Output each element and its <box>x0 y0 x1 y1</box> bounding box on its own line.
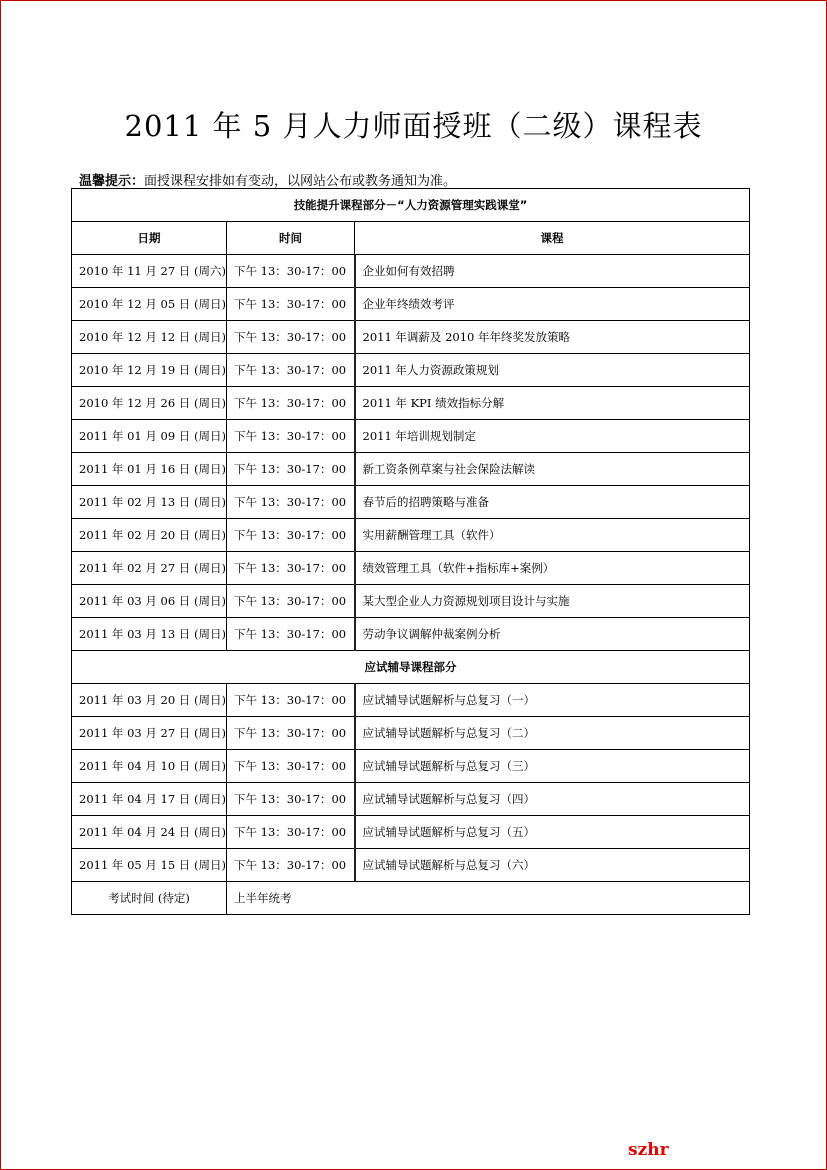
date-cell: 2011 年 05 月 15 日 (周日) <box>72 849 227 882</box>
header-course: 课程 <box>355 222 750 255</box>
date-cell: 2011 年 01 月 09 日 (周日) <box>72 420 227 453</box>
date-cell: 2010 年 11 月 27 日 (周六) <box>72 255 227 288</box>
date-cell: 2011 年 02 月 13 日 (周日) <box>72 486 227 519</box>
table-row <box>72 783 750 816</box>
date-cell: 2011 年 04 月 17 日 (周日) <box>72 783 227 816</box>
date-cell: 2010 年 12 月 05 日 (周日) <box>72 288 227 321</box>
date-cell: 2011 年 03 月 27 日 (周日) <box>72 717 227 750</box>
notice <box>79 170 456 189</box>
exam-row <box>72 882 750 915</box>
time-cell: 下午 13：30-17：00 <box>227 486 355 519</box>
time-cell: 下午 13：30-17：00 <box>227 321 355 354</box>
table-row <box>72 750 750 783</box>
header-date: 日期 <box>72 222 227 255</box>
date-cell: 2011 年 03 月 20 日 (周日) <box>72 684 227 717</box>
course-cell: 应试辅导试题解析与总复习（一） <box>355 684 750 717</box>
notice-text: 面授课程安排如有变动，以网站公布或教务通知为准。 <box>144 174 457 189</box>
date-cell: 2011 年 03 月 13 日 (周日) <box>72 618 227 651</box>
time-cell: 下午 13：30-17：00 <box>227 618 355 651</box>
time-cell: 下午 13：30-17：00 <box>227 453 355 486</box>
course-cell: 应试辅导试题解析与总复习（六） <box>355 849 750 882</box>
time-cell: 下午 13：30-17：00 <box>227 288 355 321</box>
table-row <box>72 420 750 453</box>
section1-title: 技能提升课程部分－“人力资源管理实践课堂” <box>72 189 750 222</box>
course-cell: 应试辅导试题解析与总复习（二） <box>355 717 750 750</box>
course-cell: 应试辅导试题解析与总复习（四） <box>355 783 750 816</box>
time-cell: 下午 13：30-17：00 <box>227 717 355 750</box>
table-row <box>72 816 750 849</box>
date-cell: 2011 年 01 月 16 日 (周日) <box>72 453 227 486</box>
course-cell: 2011 年人力资源政策规划 <box>355 354 750 387</box>
table-row <box>72 255 750 288</box>
course-cell: 某大型企业人力资源规划项目设计与实施 <box>355 585 750 618</box>
time-cell: 下午 13：30-17：00 <box>227 519 355 552</box>
table-row <box>72 618 750 651</box>
course-cell: 新工资条例草案与社会保险法解读 <box>355 453 750 486</box>
table-row <box>72 354 750 387</box>
date-cell: 2010 年 12 月 19 日 (周日) <box>72 354 227 387</box>
schedule-body <box>72 189 750 915</box>
header-time: 时间 <box>227 222 355 255</box>
date-cell: 2010 年 12 月 12 日 (周日) <box>72 321 227 354</box>
course-cell: 2011 年培训规划制定 <box>355 420 750 453</box>
header-row <box>72 222 750 255</box>
section2-title: 应试辅导课程部分 <box>72 651 750 684</box>
section2-title-row <box>72 651 750 684</box>
course-cell: 企业年终绩效考评 <box>355 288 750 321</box>
table-row <box>72 453 750 486</box>
time-cell: 下午 13：30-17：00 <box>227 420 355 453</box>
date-cell: 2011 年 02 月 20 日 (周日) <box>72 519 227 552</box>
time-cell: 下午 13：30-17：00 <box>227 783 355 816</box>
course-cell: 应试辅导试题解析与总复习（五） <box>355 816 750 849</box>
schedule-table <box>71 188 750 915</box>
time-cell: 下午 13：30-17：00 <box>227 816 355 849</box>
table-row <box>72 486 750 519</box>
time-cell: 下午 13：30-17：00 <box>227 354 355 387</box>
table-row <box>72 321 750 354</box>
page-title: 2011 年 5 月人力师面授班（二级）课程表 <box>124 109 703 143</box>
course-cell: 企业如何有效招聘 <box>355 255 750 288</box>
exam-label: 考试时间 (待定) <box>72 882 227 915</box>
course-cell: 春节后的招聘策略与准备 <box>355 486 750 519</box>
time-cell: 下午 13：30-17：00 <box>227 684 355 717</box>
table-row <box>72 585 750 618</box>
table-row <box>72 288 750 321</box>
section1-title-row <box>72 189 750 222</box>
table-row <box>72 717 750 750</box>
exam-value: 上半年统考 <box>227 882 750 915</box>
table-row <box>72 849 750 882</box>
course-cell: 实用薪酬管理工具（软件） <box>355 519 750 552</box>
time-cell: 下午 13：30-17：00 <box>227 750 355 783</box>
date-cell: 2010 年 12 月 26 日 (周日) <box>72 387 227 420</box>
notice-label: 温馨提示： <box>79 174 145 189</box>
time-cell: 下午 13：30-17：00 <box>227 849 355 882</box>
course-cell: 应试辅导试题解析与总复习（三） <box>355 750 750 783</box>
table-row <box>72 387 750 420</box>
date-cell: 2011 年 04 月 24 日 (周日) <box>72 816 227 849</box>
time-cell: 下午 13：30-17：00 <box>227 387 355 420</box>
time-cell: 下午 13：30-17：00 <box>227 255 355 288</box>
course-cell: 2011 年 KPI 绩效指标分解 <box>355 387 750 420</box>
course-cell: 绩效管理工具（软件+指标库+案例） <box>355 552 750 585</box>
date-cell: 2011 年 03 月 06 日 (周日) <box>72 585 227 618</box>
time-cell: 下午 13：30-17：00 <box>227 552 355 585</box>
course-cell: 2011 年调薪及 2010 年年终奖发放策略 <box>355 321 750 354</box>
table-row <box>72 519 750 552</box>
time-cell: 下午 13：30-17：00 <box>227 585 355 618</box>
date-cell: 2011 年 02 月 27 日 (周日) <box>72 552 227 585</box>
course-cell: 劳动争议调解仲裁案例分析 <box>355 618 750 651</box>
table-row <box>72 552 750 585</box>
signature: szhr <box>628 1140 669 1160</box>
table-row <box>72 684 750 717</box>
date-cell: 2011 年 04 月 10 日 (周日) <box>72 750 227 783</box>
